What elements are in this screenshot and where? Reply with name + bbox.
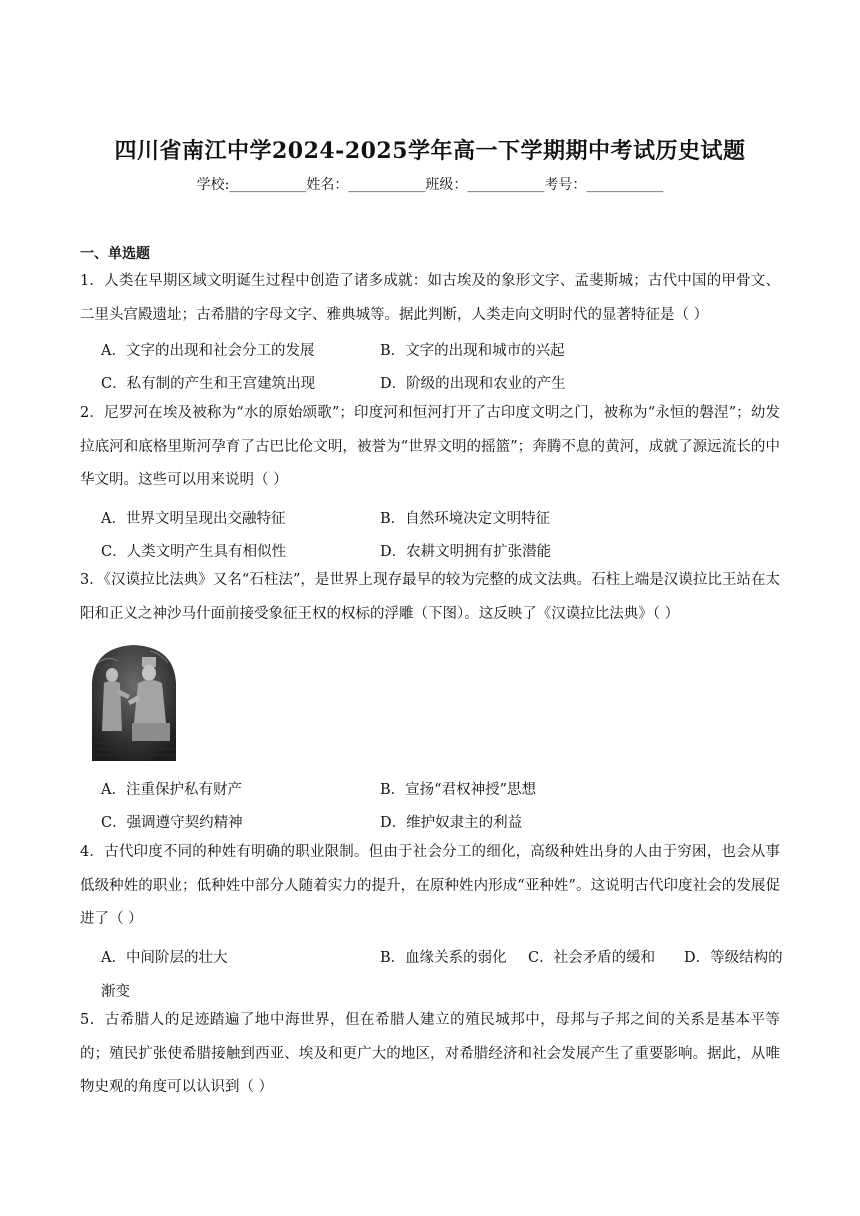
question-3-stem: 3．《汉谟拉比法典》又名“石柱法”，是世界上现存最早的较为完整的成文法典。石柱上端是汉谟拉比王站在太阳和正义之神沙马什面前接受象征王权的权标的浮雕（下图）。这反映了《汉谟拉比法典》（ ） — [80, 572, 780, 622]
q2-option-b: B．自然环境决定文明特征 — [380, 511, 551, 527]
q3-option-c: C．强调遵守契约精神 — [101, 815, 243, 831]
q4-option-a: A．中间阶层的壮大 — [101, 950, 228, 966]
q2-option-c: C．人类文明产生具有相似性 — [101, 544, 287, 560]
section-heading: 一、单选题 — [80, 246, 150, 262]
hammurabi-stele-relief-image — [88, 643, 180, 761]
page-title: 四川省南江中学2024-2025学年高一下学期期中考试历史试题 — [114, 138, 746, 164]
q1-option-a: A．文字的出现和社会分工的发展 — [101, 343, 315, 359]
q1-option-c: C．私有制的产生和王宫建筑出现 — [101, 376, 316, 392]
question-5-stem: 5．古希腊人的足迹踏遍了地中海世界，但在希腊人建立的殖民城邦中，母邦与子邦之间的关系是基本平等的；殖民扩张使希腊接触到西亚、埃及和更广大的地区，对希腊经济和社会发展产生了重要影响。据此，从唯物史观的角度可以认识到（ ） — [80, 1012, 780, 1095]
question-2-stem: 2．尼罗河在埃及被称为“水的原始颂歌”；印度河和恒河打开了古印度文明之门，被称为“永恒的磐涅”；幼发拉底河和底格里斯河孕育了古巴比伦文明，被誉为“世界文明的摇篮”；奔腾不息的黄河，成就了源远流长的中华文明。这些可以用来说明（ ） — [80, 405, 780, 488]
q4-option-b: B．血缘关系的弱化 — [380, 950, 507, 966]
q4-option-d: D．等级结构的 — [684, 950, 783, 966]
student-info-line: 学校:___________姓名：___________班级：___________考号：___________ — [196, 177, 664, 193]
q2-option-a: A．世界文明呈现出交融特征 — [101, 511, 286, 527]
q3-option-b: B．宣扬“君权神授”思想 — [380, 782, 536, 798]
q1-option-d: D．阶级的出现和农业的产生 — [380, 376, 566, 392]
question-4-stem: 4．古代印度不同的种姓有明确的职业限制。但由于社会分工的细化，高级种姓出身的人由于穷困，也会从事低级种姓的职业；低种姓中部分人随着实力的提升，在原种姓内形成“亚种姓”。这说明古代印度社会的发展促进了（ ） — [80, 844, 780, 927]
q3-option-d: D．维护奴隶主的利益 — [380, 815, 523, 831]
q2-option-d: D．农耕文明拥有扩张潜能 — [380, 544, 552, 560]
q4-option-c: C．社会矛盾的缓和 — [528, 950, 656, 966]
question-1-stem: 1．人类在早期区域文明诞生过程中创造了诸多成就：如古埃及的象形文字、孟斐斯城；古代中国的甲骨文、二里头宫殿遗址；古希腊的字母文字、雅典城等。据此判断，人类走向文明时代的显著特征是（ ） — [80, 273, 780, 323]
q1-option-b: B．文字的出现和城市的兴起 — [380, 343, 565, 359]
q3-option-a: A．注重保护私有财产 — [101, 782, 242, 798]
q4-option-d-continuation: 渐变 — [101, 984, 130, 1000]
